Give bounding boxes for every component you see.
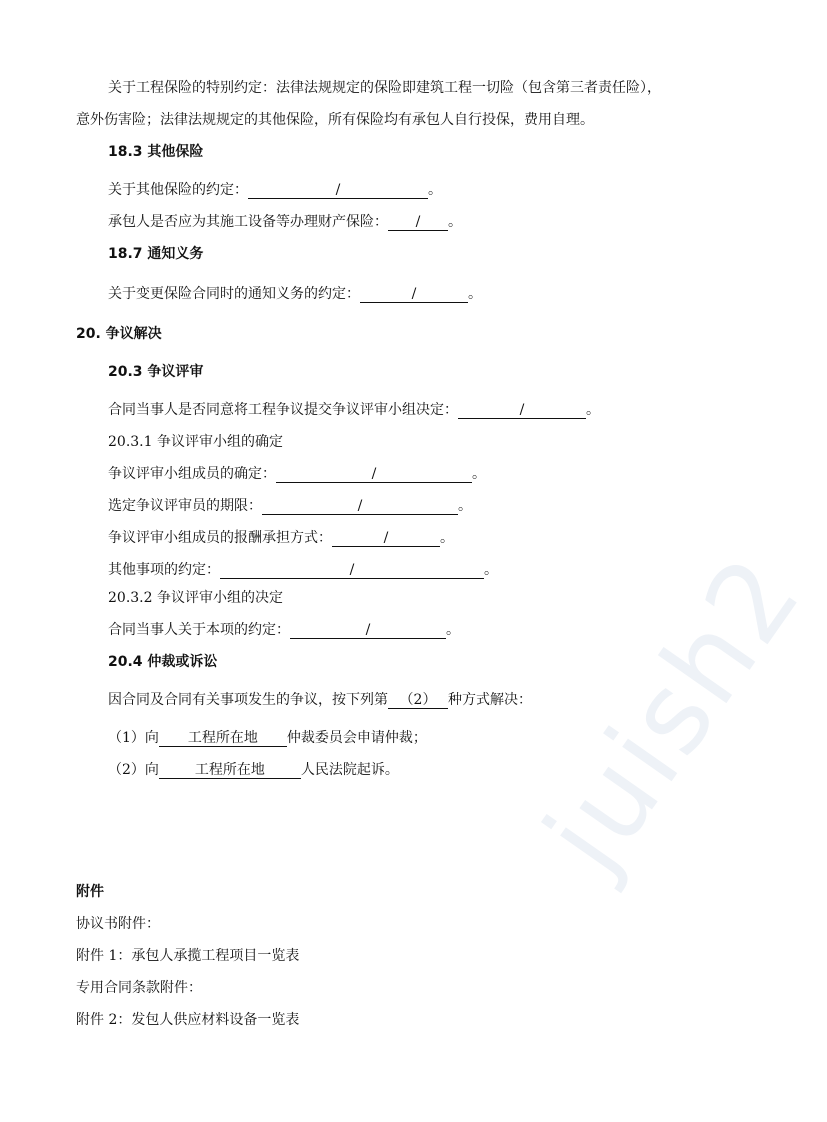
section-20-4-heading: 20.4 仲裁或诉讼 [108,654,218,670]
appendix-2: 附件 2：发包人供应材料设备一览表 [76,1012,300,1028]
this-item-row [108,621,460,639]
equipment-insurance-row [108,213,462,231]
period-mark: 。 [448,214,462,230]
remuneration-label: 争议评审小组成员的报酬承担方式： [108,530,332,546]
option-1-pre: （1）向 [108,730,159,746]
appendix-title: 附件 [76,884,104,900]
reviewer-period-label: 选定争议评审员的期限： [108,498,262,514]
section-20-3-2-heading: 20.3.2 争议评审小组的决定 [108,590,283,606]
this-item-label: 合同当事人关于本项的约定： [108,622,290,638]
dispute-review-agree-row [108,401,600,419]
option-1-post: 仲裁委员会申请仲裁； [286,730,427,746]
reviewer-period-field[interactable]: / [262,498,458,515]
insurance-special-agreement-line2: 意外伤害险；法律法规规定的其他保险，所有保险均有承包人自行投保，费用自理。 [76,112,594,128]
other-matters-label: 其他事项的约定： [108,562,220,578]
members-field[interactable]: / [276,466,472,483]
other-insurance-row [108,181,442,199]
resolution-method-post: 种方式解决： [448,692,532,708]
members-label: 争议评审小组成员的确定： [108,466,276,482]
section-20-heading: 20. 争议解决 [76,326,162,342]
notice-duty-label: 关于变更保险合同时的通知义务的约定： [108,286,360,302]
period-mark: 。 [428,182,442,198]
other-matters-row [108,561,498,579]
members-row [108,465,486,483]
period-mark: 。 [446,622,460,638]
notice-duty-field[interactable]: / [360,286,468,303]
resolution-method-row [108,691,532,709]
notice-duty-row [108,285,482,303]
equipment-insurance-label: 承包人是否应为其施工设备等办理财产保险： [108,214,388,230]
dispute-review-agree-field[interactable]: / [458,402,586,419]
period-mark: 。 [484,562,498,578]
special-terms-appendix-label: 专用合同条款附件： [76,980,202,996]
resolution-method-field[interactable]: （2） [388,692,448,709]
remuneration-row [108,529,454,547]
reviewer-period-row [108,497,472,515]
this-item-field[interactable]: / [290,622,446,639]
other-insurance-field[interactable]: / [248,182,428,199]
section-20-3-1-heading: 20.3.1 争议评审小组的确定 [108,434,283,450]
appendix-1: 附件 1：承包人承揽工程项目一览表 [76,948,300,964]
option-1-field[interactable]: 工程所在地 [159,730,287,747]
period-mark: 。 [468,286,482,302]
resolution-method-pre: 因合同及合同有关事项发生的争议，按下列第 [108,692,388,708]
option-1-row [108,729,427,747]
section-18-3-heading: 18.3 其他保险 [108,144,204,160]
section-20-3-heading: 20.3 争议评审 [108,364,204,380]
remuneration-field[interactable]: / [332,530,440,547]
period-mark: 。 [458,498,472,514]
watermark: juish2 [520,531,827,894]
equipment-insurance-field[interactable]: / [388,214,448,231]
option-2-pre: （2）向 [108,762,159,778]
other-insurance-label: 关于其他保险的约定： [108,182,248,198]
dispute-review-agree-label: 合同当事人是否同意将工程争议提交争议评审小组决定： [108,402,458,418]
period-mark: 。 [586,402,600,418]
other-matters-field[interactable]: / [220,562,484,579]
section-18-7-heading: 18.7 通知义务 [108,246,204,262]
period-mark: 。 [472,466,486,482]
option-2-row [108,761,399,779]
option-2-field[interactable]: 工程所在地 [159,762,301,779]
insurance-special-agreement-line1: 关于工程保险的特别约定：法律法规规定的保险即建筑工程一切险（包含第三者责任险）， [108,80,661,96]
agreement-appendix-label: 协议书附件： [76,916,160,932]
period-mark: 。 [440,530,454,546]
option-2-post: 人民法院起诉。 [300,762,399,778]
